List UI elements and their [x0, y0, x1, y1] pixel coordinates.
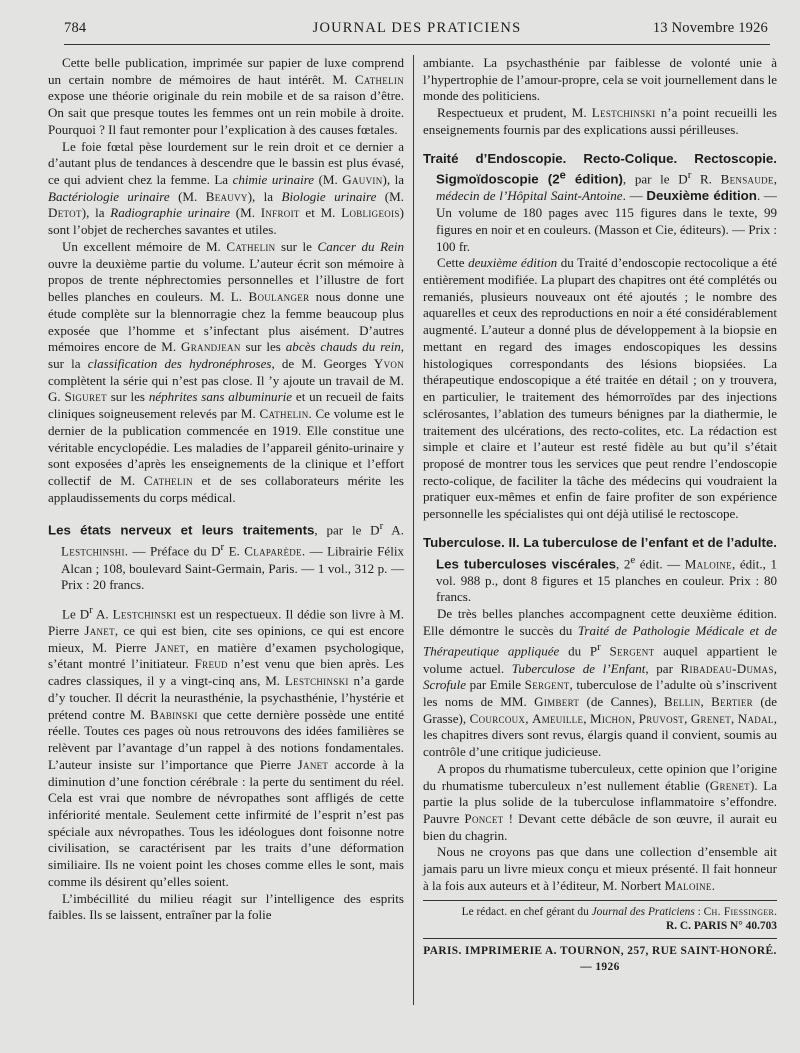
paragraph-respectueux: Respectueux et prudent, M. Lestchinski n’a point recueilli les enseignements fournis par des explications aussi périlleuses.: [423, 105, 777, 137]
journal-title: JOURNAL DES PRATICIENS: [312, 20, 522, 36]
paragraph-endoscopie: Cette deuxième édition du Traité d’endoscopie rectocolique a été entièrement modifiée. La plupart des chapitres ont été complétés ou remaniés, plusieurs nouveaux ont été ajoutés ; le nombre des aquarelles et ceux des reproductions en noir a été considérablement augmenté. L’auteur a donné plus de développement à la biopsie en mettant en regard des images endoscopiques les dessins histologiques correspondants des lésions biopsiées. La thérapeutique endoscopique a été traitée en détail ; on y trouvera, en particulier, le traitement des hémorroïdes par des injections sclérosantes, l’ablation des tumeurs bénignes par la diathermie, le traitement des ulcérations, des recto-colites, etc. La rédaction est simple et claire et l’auteur est resté fidèle au but qu’il s’était proposé de montrer tous les services que peut rendre l’endoscopie recto-colique, de faciliter la tâche des médecins qui voudraient la pratiquer eux-mêmes et enfin de faire profiter de son expérience personnelle les spécialistes qui ont déjà utilisé le rectoscope.: [423, 255, 777, 522]
paragraph-rhumatisme: A propos du rhumatisme tuberculeux, cette opinion que l’origine du rhumatisme tuberculeux n’est nullement établie (Grenet). La partie la plus solide de la tuberculose inflammatoire s’effondre. Pauvre Poncet ! Devant cette débâcle de son œuvre, il aurait eu bien du chagrin.: [423, 760, 777, 843]
section-gap: [423, 139, 777, 151]
editor-imprint: Le rédact. en chef gérant du Journal des Praticiens : Ch. Fiessinger. R. C. PARIS N° 40.703: [461, 905, 777, 932]
paragraph-cancer: Un excellent mémoire de M. Cathelin sur le Cancer du Rein ouvre la deuxième partie du volume. L’auteur écrit son mémoire à propos de trente néphrectomies personnelles et l’illustre de fort belles planches en couleurs. M. L. Boulanger nous donne une étude complète sur la blennorragie chez la femme beaucoup plus exposée que l’homme et s’infectant plus aisément. D’autres mémoires encore de M. Grandjean sur les abcès chauds du rein, sur la classification des hydronéphroses, de M. Georges Yvon complètent la série qui n’est pas close. Il ’y ajoute un travail de M. G. Siguret sur les néphrites sans albuminurie et un recueil de faits cliniques soigneusement relevés par M. Cathelin. Ce volume est le dernier de la publication commencée en 1919. Elle constitue une véritable encyclopédie. Les maladies de l’appareil génito-urinaire y sont exposées d’après les enseignements de la clinique et l’effort collectif de M. Cathelin et de ses collaborateurs mérite les applaudissements du corps médical.: [48, 238, 404, 505]
footer-rule-2: [423, 938, 777, 939]
section-gap: [423, 523, 777, 535]
printer-line: PARIS. IMPRIMERIE A. TOURNON, 257, RUE SAINT-HONORÉ. — 1926: [423, 944, 777, 974]
heading-gap: [48, 594, 404, 602]
review-heading-etats-nerveux: Les états nerveux et leurs traitements, par le $D^r$ A. Lestchinshi. — Préface du $D^r$ E. Claparède. — Librairie Félix Alcan ; 108, boulevard Saint-Germain, Paris. — 1 vol., 312 p. — Prix : 20 francs.: [48, 520, 404, 593]
review-heading-tuberculose: Tuberculose. II. La tuberculose de l’enfant et de l’adulte. Les tuberculoses viscérales, 2e édit. — Maloine, édit., 1 vol. 988 p., dont 8 figures et 15 planches en couleur. Prix : 80 francs.: [423, 534, 777, 605]
trade-register: R. C. PARIS N° 40.703: [666, 919, 777, 932]
paragraph-continuation: ambiante. La psychasthénie par faiblesse de volonté unie à l’hypertrophie de l’amour-propre, cela se voit journellement dans le monde des politiciens.: [423, 55, 777, 104]
paragraph-imbecillite: L’imbécillité du milieu réagit sur l’intelligence des esprits faibles. Ils se laissent, entraîner par la folie: [48, 890, 404, 923]
running-header: [64, 18, 770, 45]
review-heading-endoscopie: Traité d’Endoscopie. Recto-Colique. Rectoscopie. Sigmoïdoscopie (2e édition), par le $D^r$ R. Bensaude, médecin de l’Hôpital Saint-Antoine. — Deuxième édition. — Un volume de 180 pages avec 115 figures dans le texte, 99 figures en noir et en couleurs. (Masson et Cie, éditeurs). — Prix : 100 fr.: [423, 150, 777, 254]
column-divider: [413, 55, 414, 1005]
paragraph-conclusion: Nous ne croyons pas que dans une collection d’ensemble ait jamais paru un livre mieux conçu et mieux présenté. Il fait honneur à la fois aux auteurs et à l’éditeur, M. Norbert Maloine.: [423, 844, 777, 893]
footer-rule: [423, 900, 777, 901]
right-column: [423, 55, 777, 1015]
page-number: 784: [64, 20, 87, 36]
paragraph-foie: Le foie fœtal pèse lourdement sur le rein droit et ce dernier a d’autant plus de tendances à descendre que le bassin est plus évasé, ce qui advient chez la femme. La chimie urinaire (M. Gauvin), la Bactériologie urinaire (M. Beauvy), la Biologie urinaire (M. Detot), la Radiographie urinaire (M. Infroit et M. Lobligeois) sont l’objet de recherches savantes et utiles.: [48, 138, 405, 238]
left-column: [48, 55, 404, 1015]
paragraph-lestchinski: Le $D^r$ A. Lestchinski est un respectueux. Il dédie son livre à M. Pierre Janet, ce qui est bien, cite ses opinions, ce qui est encore mieux, M. Pierre Janet, en matière d’examen psychologique, s’étant montré l’initiateur. Freud n’est venu que bien après. Les cadres classiques, il y a vingt-cinq ans, M. Lestchinski n’a garde d’y toucher. Il décrit la neurasthénie, la psychasthénie, l’hystérie et prétend contre M. Babinski que cette dernière possède une entité réelle. Toutes ces pages où nous retrouvons des idées familières se relèvent par l’avantage d’un rappel à des notions fondamentales. L’auteur insiste sur l’importance que Pierre Janet accorde à la diminution d’une fonction cérébrale : la perte du sentiment du réel. Cela est vrai que nombre de névropathes sont affligés de cette infériorité mentale. Seulement cette infirmité de l’esprit n’est pas spéciale aux névropathes. Tous les idéologues dont foisonne notre civilisation, se caractérisent par les traits d’une déformation similiaire. Ils ne voient point les choses comme elles le sont, mais comme ils désirent qu’elles soient.: [48, 603, 404, 889]
paragraph-intro: Cette belle publication, imprimée sur papier de luxe comprend un certain nombre de mémoires de haut intérêt. M. Cathelin expose une théorie originale du rein mobile et de sa raison d’être. On sait que presque toutes les femmes ont un rein mobile à droite. Pourquoi ? Il faut remonter pour l’explication à des causes fœtales.: [48, 55, 404, 137]
issue-date: 13 Novembre 1926: [652, 20, 768, 36]
section-gap: [48, 506, 404, 518]
paragraph-tuberculose: De très belles planches accompagnent cette deuxième édition. Elle démontre le succès du Traité de Pathologie Médicale et de Thérapeutique appliquée du $P^r$ Sergent auquel appartient le volume actuel. Tuberculose de l’Enfant, par Ribadeau-Dumas, Scrofule par Emile Sergent, tuberculose de l’adulte où s’inscrivent les noms de MM. Gimbert (de Cannes), Bellin, Bertier (de Grasse), Courcoux, Ameuille, Michon, Pruvost, Grenet, Nadal, les chapitres divers sont revus, élargis quand il convient, soumis au contrôle d’une critique judicieuse.: [423, 606, 778, 760]
